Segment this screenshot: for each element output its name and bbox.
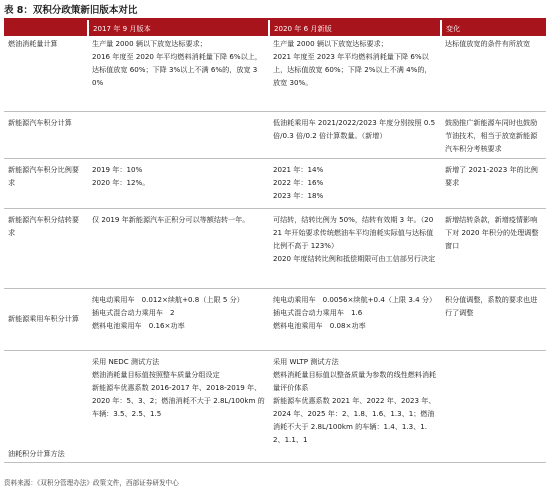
cell-line: 纯电动乘用车 0.0056×续航+0.4（上限 3.4 分） (273, 294, 437, 304)
row-category: 新能源乘用车积分计算 (4, 288, 88, 350)
cell-line: 燃料电池乘用车 0.08×功率 (273, 320, 366, 330)
cell-line: 插电式混合动力乘用车 1.6 (273, 307, 363, 317)
new-version-cell (269, 350, 441, 462)
cell-line: 2019 年：10% (92, 164, 143, 174)
new-version-cell (269, 208, 441, 288)
change-cell (441, 208, 546, 288)
table-title: 表 8：双积分政策新旧版本对比 (4, 5, 138, 16)
new-version-cell (269, 288, 441, 350)
old-version-cell (88, 350, 269, 462)
cell-line: 2021 年度至 2023 年平均燃料消耗量下降 6%以上，达标值放宽 60%；下降 2%以上不满 4%的，放宽 30%。 (273, 52, 432, 87)
cell-line: 积分值调整，系数的要求也进行了调整 (445, 294, 538, 317)
table-row (4, 111, 546, 158)
cell-line: 插电式混合动力乘用车 2 (92, 307, 175, 317)
cell-line: 可结转，结转比例为 50%，结转有效期 3 年。（2021 年开始要求传统燃油车平均油耗实际值与达标值比例不高于 123%） (273, 214, 434, 250)
cell-line: 2023 年：18% (273, 190, 324, 200)
cell-line: 燃油消耗量目标值按照整车质量分组设定 (92, 369, 220, 379)
cell-line: 纯电动乘用车 0.012×续航+0.8（上限 5 分） (92, 294, 244, 304)
table-row (4, 288, 546, 350)
cell-line: 采用 WLTP 测试方法 (273, 356, 339, 366)
table-row (4, 208, 546, 288)
change-cell (441, 350, 546, 462)
comparison-table (4, 20, 546, 463)
header-2017-version: 2017 年 9 月版本 (88, 20, 269, 36)
new-version-cell (269, 158, 441, 208)
cell-line: 2020 年度结转比例和抵偿期限可由工信部另行决定 (273, 253, 436, 263)
row-category: 燃油消耗量计算 (4, 36, 88, 111)
old-version-cell (88, 158, 269, 208)
table-row (4, 158, 546, 208)
cell-line: 新能源车优惠系数 2016-2017 年、2018-2019 年、2020 年：5、3、2；燃油消耗不大于 2.8L/100km 的车辆：3.5、2.5、1.5 (92, 382, 265, 418)
new-version-cell (269, 36, 441, 111)
cell-line: 达标值放宽的条件有所放宽 (445, 39, 531, 48)
table-row (4, 36, 546, 111)
old-version-cell (88, 111, 269, 158)
cell-line: 2020 年：12%。 (92, 177, 150, 187)
change-cell (441, 111, 546, 158)
header-row (4, 20, 546, 36)
cell-line: 2022 年：16% (273, 177, 324, 187)
old-version-cell (88, 36, 269, 111)
new-version-cell (269, 111, 441, 158)
cell-line: 燃料电池乘用车 0.16×功率 (92, 320, 185, 330)
old-version-cell (88, 208, 269, 288)
cell-line: 生产量 2000 辆以下放宽达标要求； (273, 39, 388, 48)
cell-line: 低油耗乘用车 2021/2022/2023 年度分别按照 0.5 倍/0.3 倍/0.2 倍计算数量。（新增） (273, 117, 436, 140)
cell-line: 新增结转条款，新增疫情影响下对 2020 年积分的处理调整窗口 (445, 214, 539, 250)
cell-line: 2021 年：14% (273, 164, 324, 174)
row-category: 油耗积分计算方法 (4, 350, 88, 462)
row-category: 新能源汽车积分计算 (4, 111, 88, 158)
header-category (4, 20, 88, 36)
cell-line: 采用 NEDC 测试方法 (92, 356, 160, 366)
change-cell (441, 288, 546, 350)
cell-line: 燃料消耗量目标值以整备质量为参数的线性燃料消耗量评价体系 (273, 369, 437, 392)
cell-line: 新能源车优惠系数 2021 年、2022 年、2023 年、2024 年、2025 年：2、1.8、1.6、1.3、1；燃油消耗不大于 2.8L/100km 的车辆：1.4、1.3、1.2、1.1、1 (273, 395, 436, 444)
header-change: 变化 (441, 20, 546, 36)
row-category: 新能源汽车积分比例要求 (4, 158, 88, 208)
cell-line: 生产量 2000 辆以下放宽达标要求； (92, 39, 207, 48)
header-2020-version: 2020 年 6 月新版 (269, 20, 441, 36)
change-cell (441, 36, 546, 111)
cell-line: 2016 年度至 2020 年平均燃料消耗量下降 6%以上，达标值放宽 60%；下降 3%以上不满 6%的，放宽 30% (92, 52, 262, 87)
cell-line: 新增了 2021-2023 年的比例要求 (445, 164, 538, 187)
change-cell (441, 158, 546, 208)
table-row (4, 350, 546, 462)
source-note: 资料来源：《双积分管理办法》政策文件，西部证券研发中心 (4, 479, 179, 487)
cell-line: 鼓励推广新能源车同时也鼓励节油技术，相当于放宽新能源汽车积分考核要求 (445, 117, 538, 153)
old-version-cell (88, 288, 269, 350)
cell-line: 仅 2019 年新能源汽车正积分可以等额结转一年。 (92, 214, 250, 224)
row-category: 新能源汽车积分结转要求 (4, 208, 88, 288)
